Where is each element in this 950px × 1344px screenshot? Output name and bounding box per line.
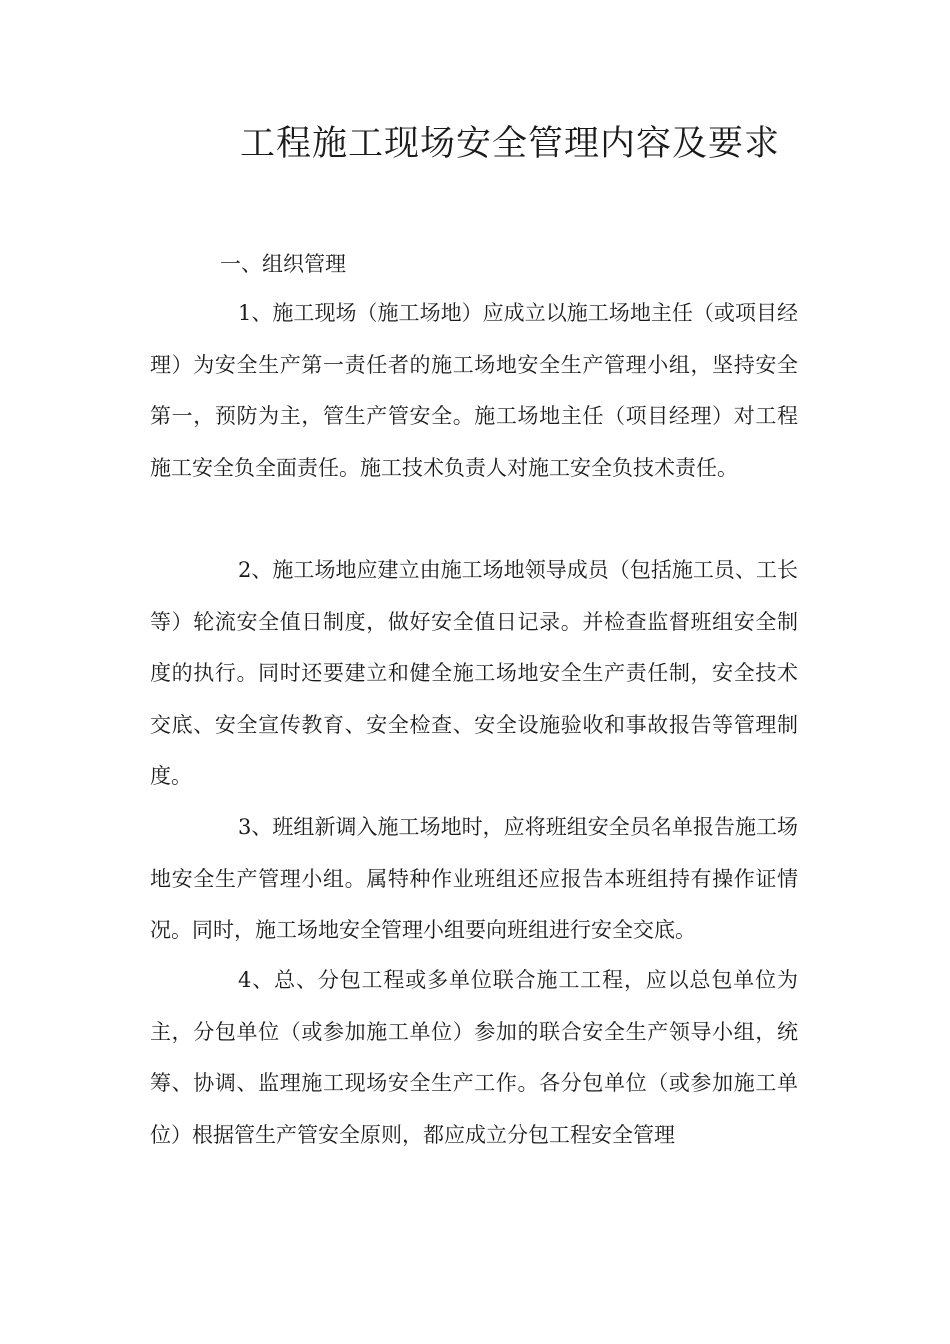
paragraph-4: 4、总、分包工程或多单位联合施工工程，应以总包单位为主，分包单位（或参加施工单位）参加的联合安全生产领导小组，统筹、协调、监理施工现场安全生产工作。各分包单位（或参加施工单位）根据管生产管安全原则，都应成立分包工程安全管理 [150,968,798,1147]
paragraph-2: 2、施工场地应建立由施工场地领导成员（包括施工员、工长等）轮流安全值日制度，做好安全值日记录。并检查监督班组安全制度的执行。同时还要建立和健全施工场地安全生产责任制，安全技术交底、安全宣传教育、安全检查、安全设施验收和事故报告等管理制度。 [150,558,798,788]
section-heading: 一、组织管理 [220,252,346,276]
paragraph-1: 1、施工现场（施工场地）应成立以施工场地主任（或项目经理）为安全生产第一责任者的施工场地安全生产管理小组，坚持安全第一，预防为主，管生产管安全。施工场地主任（项目经理）对工程施工安全负全面责任。施工技术负责人对施工安全负技术责任。 [150,301,798,480]
paragraph-3: 3、班组新调入施工场地时，应将班组安全员名单报告施工场地安全生产管理小组。属特种作业班组还应报告本班组持有操作证情况。同时，施工场地安全管理小组要向班组进行安全交底。 [150,815,798,942]
document-title: 工程施工现场安全管理内容及要求 [239,124,780,164]
